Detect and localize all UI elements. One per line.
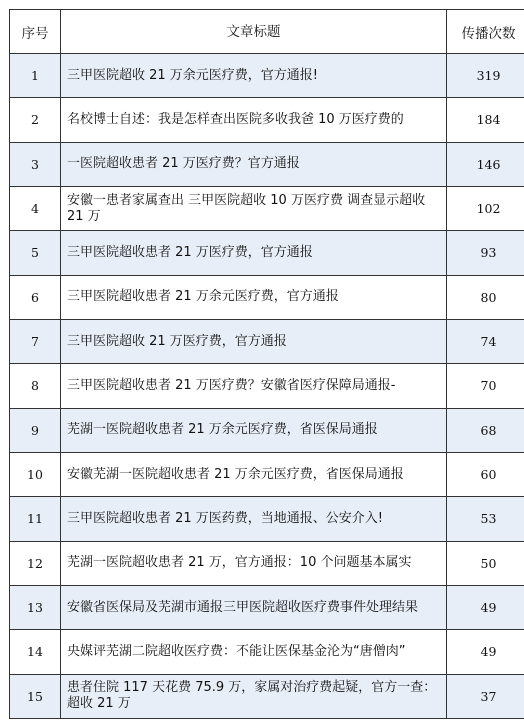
- row-title: 三甲医院超收患者 21 万余元医疗费，官方通报: [61, 275, 447, 319]
- row-title: 三甲医院超收患者 21 万医药费，当地通报、公安介入!: [61, 497, 447, 541]
- row-index: 11: [10, 497, 61, 541]
- row-index: 2: [10, 98, 61, 142]
- row-count: 80: [447, 275, 524, 319]
- row-index: 4: [10, 186, 61, 230]
- header-index: 序号: [10, 10, 61, 54]
- row-count: 53: [447, 497, 524, 541]
- row-index: 15: [10, 674, 61, 718]
- row-count: 93: [447, 231, 524, 275]
- row-index: 5: [10, 231, 61, 275]
- row-index: 10: [10, 452, 61, 496]
- row-title: 芜湖一医院超收患者 21 万余元医疗费，省医保局通报: [61, 408, 447, 452]
- row-title: 安徽省医保局及芜湖市通报三甲医院超收医疗费事件处理结果: [61, 585, 447, 629]
- row-count: 70: [447, 364, 524, 408]
- row-count: 102: [447, 186, 524, 230]
- table-row: [10, 541, 524, 585]
- row-title: 三甲医院超收 21 万医疗费，官方通报: [61, 319, 447, 363]
- table-row: [10, 275, 524, 319]
- table-header-row: [10, 10, 524, 54]
- header-title: 文章标题: [61, 10, 447, 54]
- row-title: 患者住院 117 天花费 75.9 万，家属对治疗费起疑，官方一查：超收 21 万: [61, 674, 447, 718]
- table-row: [10, 142, 524, 186]
- row-index: 14: [10, 630, 61, 674]
- row-count: 319: [447, 54, 524, 98]
- row-index: 13: [10, 585, 61, 629]
- header-count: 传播次数: [447, 10, 524, 54]
- table-row: [10, 452, 524, 496]
- row-title: 三甲医院超收患者 21 万医疗费，官方通报: [61, 231, 447, 275]
- row-count: 68: [447, 408, 524, 452]
- table-body: [10, 54, 524, 719]
- row-index: 1: [10, 54, 61, 98]
- row-title: 安徽一患者家属查出 三甲医院超收 10 万医疗费 调查显示超收 21 万: [61, 186, 447, 230]
- table-row: [10, 408, 524, 452]
- table-row: [10, 674, 524, 718]
- row-index: 6: [10, 275, 61, 319]
- row-title: 三甲医院超收患者 21 万医疗费？安徽省医疗保障局通报-: [61, 364, 447, 408]
- row-count: 60: [447, 452, 524, 496]
- row-count: 184: [447, 98, 524, 142]
- row-index: 3: [10, 142, 61, 186]
- row-title: 一医院超收患者 21 万医疗费？官方通报: [61, 142, 447, 186]
- table-row: [10, 186, 524, 230]
- table-row: [10, 364, 524, 408]
- row-index: 7: [10, 319, 61, 363]
- table-row: [10, 497, 524, 541]
- table-row: [10, 319, 524, 363]
- table-row: [10, 585, 524, 629]
- row-title: 名校博士自述：我是怎样查出医院多收我爸 10 万医疗费的: [61, 98, 447, 142]
- row-count: 146: [447, 142, 524, 186]
- row-index: 12: [10, 541, 61, 585]
- row-count: 49: [447, 585, 524, 629]
- row-count: 74: [447, 319, 524, 363]
- row-index: 8: [10, 364, 61, 408]
- table-row: [10, 98, 524, 142]
- table-row: [10, 54, 524, 98]
- row-title: 央媒评芜湖二院超收医疗费：不能让医保基金沦为“唐僧肉”: [61, 630, 447, 674]
- table-row: [10, 231, 524, 275]
- row-count: 50: [447, 541, 524, 585]
- table-row: [10, 630, 524, 674]
- row-index: 9: [10, 408, 61, 452]
- row-title: 芜湖一医院超收患者 21 万，官方通报：10 个问题基本属实: [61, 541, 447, 585]
- row-title: 安徽芜湖一医院超收患者 21 万余元医疗费，省医保局通报: [61, 452, 447, 496]
- spread-ranking-table: [9, 9, 524, 719]
- row-count: 49: [447, 630, 524, 674]
- row-title: 三甲医院超收 21 万余元医疗费，官方通报!: [61, 54, 447, 98]
- row-count: 37: [447, 674, 524, 718]
